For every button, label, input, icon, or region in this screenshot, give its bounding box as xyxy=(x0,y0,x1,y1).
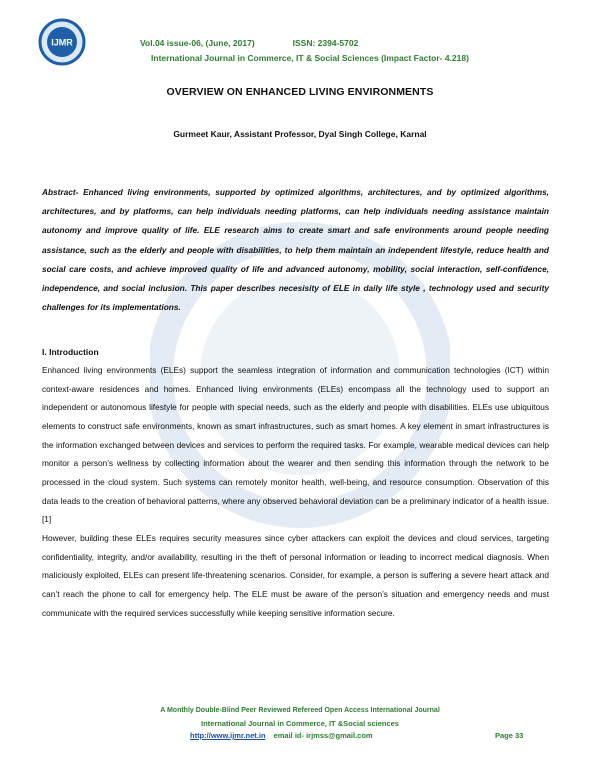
author-line: Gurmeet Kaur, Assistant Professor, Dyal Singh College, Karnal xyxy=(173,129,427,139)
header-line xyxy=(140,38,540,48)
issn: ISSN: 2394-5702 xyxy=(292,38,359,48)
footer-journal: International Journal in Commerce, IT &Social sciences xyxy=(201,719,399,728)
paper-title: OVERVIEW ON ENHANCED LIVING ENVIRONMENTS xyxy=(166,86,434,98)
introduction-body xyxy=(42,361,549,622)
section-heading: I. Introduction xyxy=(42,347,99,357)
page-number: Page 33 xyxy=(495,731,524,740)
paragraph: Enhanced living environments (ELEs) support the seamless integration of information and communication technologies (ICT) within context-aware residences and homes. Enhanced living environments (ELEs) encompass all the technology used to support an independent or autonomous lifestyle for people with special needs, such as the elderly and people with disabilities. ELEs use ubiquitous elements to construct safe environments, known as smart infrastructures, such as smart homes. A key element in smart infrastructures is the information exchanged between devices and services to perform the required tasks. For example, wearable medical devices can help monitor a person’s wellness by collecting information about the wearer and then sending this information through the network to be processed in the cloud system. Such systems can remotely monitor health, well-being, and resource consumption. Observation of this data leads to the creation of behavioral patterns, where any observed behavioral deviation can be a preliminary indicator of a health issue.[1] xyxy=(42,365,549,525)
abstract: Abstract- Enhanced living environments, supported by optimized algorithms, architectures, and by optimized algorithms, architectures, and by platforms, can help individuals needing platforms, can help individuals needing assistance maintain autonomy and improve quality of life. ELE research aims to create smart and safe environments around people needing assistance, such as the elderly and people with disabilities, to help them maintain an independent lifestyle, reduce health and social care costs, and achieve improved quality of life and advanced autonomy, mobility, social interaction, self-confidence, independence, and social inclusion. This paper describes necesisity of ELE in daily life style , technology used and security challenges for its implementations. xyxy=(42,187,549,313)
journal-name: International Journal in Commerce, IT & Social Sciences (Impact Factor- 4.218) xyxy=(151,53,469,63)
footer-tagline: A Monthly Double-Blind Peer Reviewed Refereed Open Access International Journal xyxy=(160,707,440,714)
journal-logo xyxy=(38,18,86,66)
footer-email: email id- irjmss@gmail.com xyxy=(273,731,373,740)
logo-text: IJMR xyxy=(51,37,73,48)
footer-contact xyxy=(190,731,373,740)
paragraph: However, building these ELEs requires security measures since cyber attackers can exploit the devices and cloud services, targeting confidentiality, integrity, and/or availability, resulting in the theft of personal information or leading to incorrect medical diagnosis. When maliciously exploited, ELEs can present life-threatening scenarios. Consider, for example, a person is suffering a severe heart attack and can’t reach the phone to call for emergency help. The ELE must be aware of the person’s situation and emergency needs and must communicate with the required services successfully while keeping sensitive information secure. xyxy=(42,532,549,618)
volume-info: Vol.04 issue-06, (June, 2017) xyxy=(140,38,255,48)
journal-link[interactable]: http://www.ijmr.net.in xyxy=(190,731,266,740)
